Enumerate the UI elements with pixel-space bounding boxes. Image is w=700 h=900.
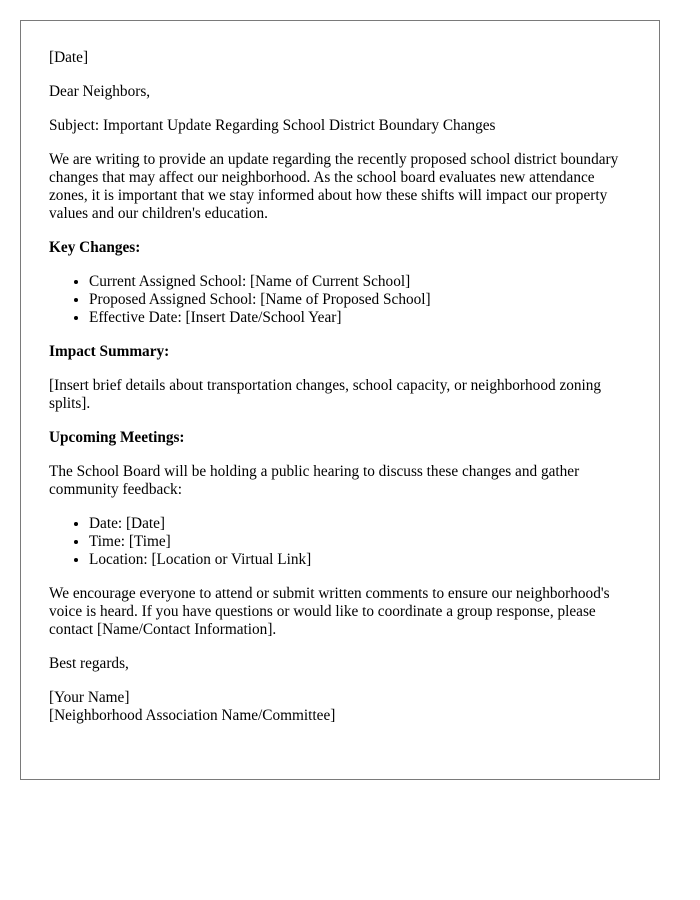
letter-date: [Date] [49, 49, 89, 66]
letter-container [20, 20, 660, 780]
letter-subject: Subject: Important Update Regarding School District Boundary Changes [49, 117, 496, 134]
letter-salutation: Dear Neighbors, [49, 83, 151, 100]
list-item: • Current Assigned School: [Name of Current School] [89, 273, 631, 291]
impact-summary-heading: Impact Summary: [49, 343, 170, 360]
list-item: • Time: [Time] [89, 533, 631, 551]
upcoming-meetings-text: The School Board will be holding a public hearing to discuss these changes and gather community feedback: [49, 463, 580, 498]
list-item: • Date: [Date] [89, 515, 631, 533]
upcoming-meetings-heading: Upcoming Meetings: [49, 429, 185, 446]
sign-off: Best regards, [49, 655, 129, 672]
list-item: • Proposed Assigned School: [Name of Proposed School] [89, 291, 631, 309]
key-changes-list [49, 273, 631, 327]
impact-summary-text: [Insert brief details about transportation changes, school capacity, or neighborhood zoning splits]. [49, 377, 602, 412]
signature-block [49, 689, 631, 725]
letter-intro-paragraph: We are writing to provide an update regarding the recently proposed school district boundary changes that may affect our neighborhood. As the school board evaluates new attendance zones, it is important that we stay informed about how these shifts will impact our property values and our children's education. [49, 151, 619, 222]
list-item: • Location: [Location or Virtual Link] [89, 551, 631, 569]
list-item: • Effective Date: [Insert Date/School Year] [89, 309, 631, 327]
meeting-details-list [49, 515, 631, 569]
signature-name: [Your Name] [49, 689, 130, 706]
key-changes-heading: Key Changes: [49, 239, 141, 256]
signature-organization: [Neighborhood Association Name/Committee] [49, 707, 336, 724]
closing-paragraph: We encourage everyone to attend or submit written comments to ensure our neighborhood's voice is heard. If you have questions or would like to coordinate a group response, please contact [Name/Contact Information]. [49, 585, 610, 638]
